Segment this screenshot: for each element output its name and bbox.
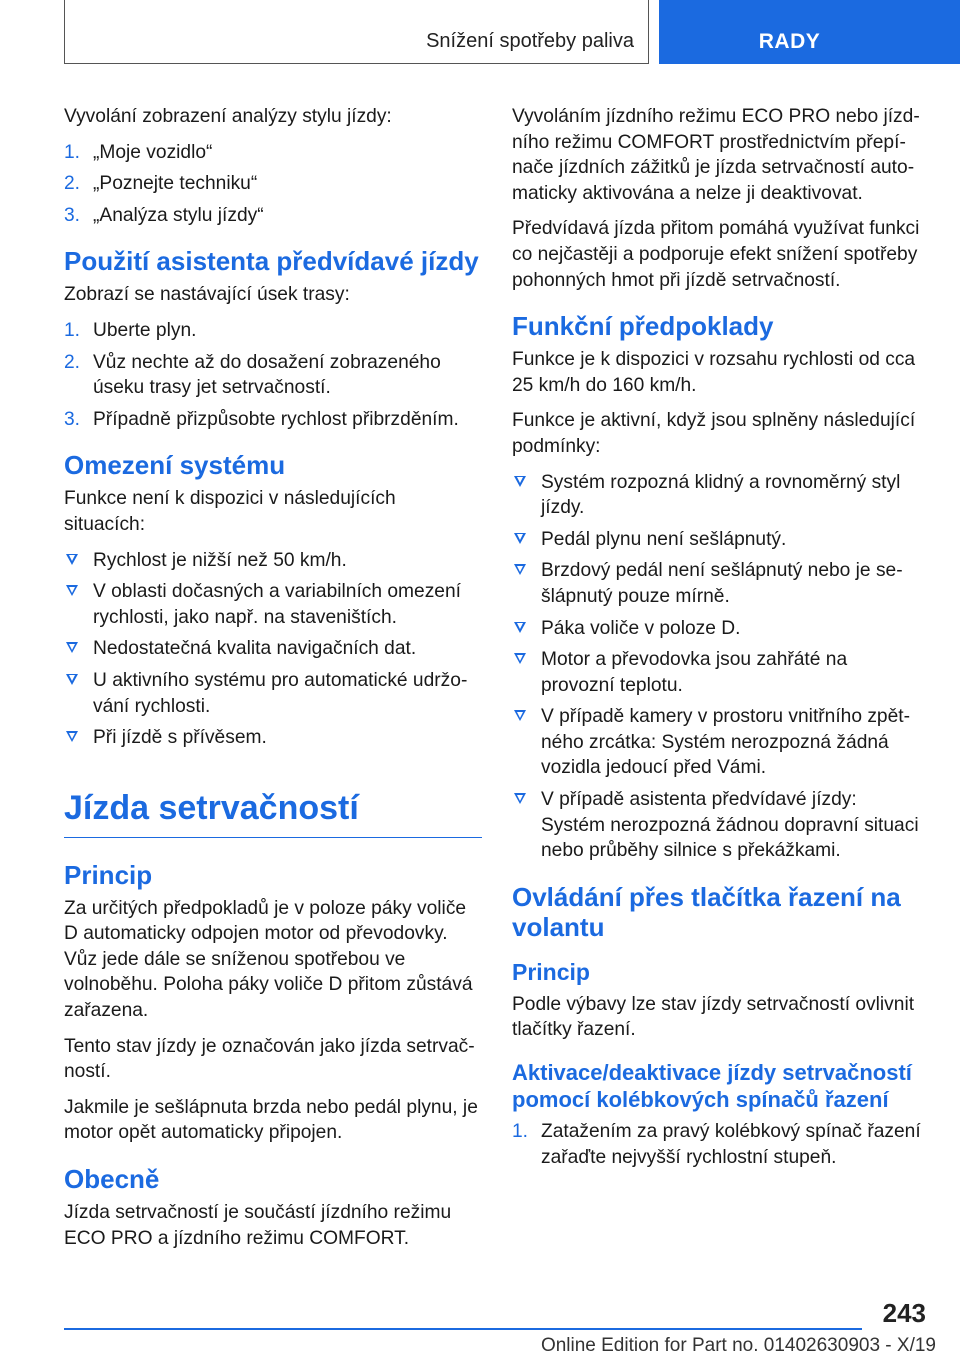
heading-princip-2: Princip	[512, 958, 590, 985]
step-number: 3.	[64, 408, 81, 430]
list-item-text: „Moje vozidlo“	[93, 141, 213, 163]
list-item	[512, 647, 922, 698]
bullet-triangle-icon	[514, 564, 526, 575]
list-item-text: Vůz nechte až do dosažení zobrazeného úseku trasy jet setrvačností.	[93, 351, 441, 399]
bullet-triangle-icon	[514, 533, 526, 544]
chapter-tab-label: RADY	[758, 30, 821, 53]
bullet-triangle-icon	[514, 622, 526, 633]
heading-princip: Princip	[64, 859, 153, 890]
heading-prerequisites: Funkční předpoklady	[512, 311, 774, 342]
list-item-text: Páka voliče v poloze D.	[541, 617, 741, 639]
prereq-paragraph-2: Funkce je aktivní, když jsou splněny následující podmínky:	[512, 410, 916, 457]
list-item	[512, 1119, 922, 1170]
list-item	[512, 527, 922, 553]
page-number: 243	[882, 1298, 926, 1328]
princip-paragraph-1: Za určitých předpokladů je v poloze páky voliče D automaticky odpojen motor od převodovky. Vůz jede dále se sníženou spotřebou ve volnoběhu. Poloha páky voliče D přitom zůstává zařazena.	[64, 897, 473, 1022]
heading-activate: Aktivace/deaktivace jízdy setrvačností pomocí kolébkových spínačů řazení	[512, 1060, 912, 1113]
footer-rule	[64, 1328, 862, 1330]
bullet-triangle-icon	[514, 653, 526, 664]
list-item	[512, 616, 922, 642]
list-item-text: Uberte plyn.	[93, 319, 197, 341]
header-box	[64, 0, 649, 64]
list-item	[512, 704, 922, 781]
limits-list	[64, 548, 482, 751]
footer-edition: Online Edition for Part no. 01402630903 - X/19	[540, 1335, 936, 1356]
heading-assist: Použití asistenta předvídavé jízdy	[64, 246, 479, 277]
list-item	[64, 725, 482, 751]
bullet-triangle-icon	[66, 642, 78, 653]
bullet-triangle-icon	[514, 710, 526, 721]
list-item	[64, 636, 482, 662]
list-item-text: Motor a převodovka jsou zahřáté na provozní teplotu.	[541, 649, 848, 696]
assist-steps-list	[64, 318, 482, 432]
menu-steps-list	[64, 140, 482, 229]
list-item	[64, 203, 482, 229]
list-item-text: V oblasti dočasných a variabilních omezení rychlosti, jako např. na staveništích.	[93, 581, 461, 628]
heading-general: Obecně	[64, 1164, 160, 1195]
prereq-paragraph-1: Funkce je k dispozici v rozsahu rychlosti od cca 25 km/h do 160 km/h.	[512, 349, 916, 396]
assist-intro: Zobrazí se nastávající úsek trasy:	[64, 284, 350, 306]
list-item	[64, 407, 482, 433]
step-number: 3.	[64, 204, 81, 226]
list-item-text: Zatažením za pravý kolébkový spínač řazení zařaďte nejvyšší rychlostní stupeň.	[541, 1121, 921, 1168]
bullet-triangle-icon	[66, 585, 78, 596]
right-paragraph-1: Vyvoláním jízdního režimu ECO PRO nebo jízdního režimu COMFORT prostřednictvím přepínače jízdních zážitků je jízda setrvačností automaticky aktivována a nelze ji deaktivovat.	[512, 106, 920, 204]
chapter-heading: Jízda setrvačností	[64, 785, 482, 838]
list-item	[512, 558, 922, 609]
step-number: 1.	[512, 1121, 529, 1143]
list-item	[512, 787, 922, 864]
chapter-tab	[659, 0, 960, 64]
right-column	[512, 104, 922, 1178]
activate-steps-list	[512, 1119, 922, 1170]
list-item	[64, 548, 482, 574]
list-item-text: Rychlost je nižší než 50 km/h.	[93, 549, 347, 571]
step-number: 2.	[64, 351, 81, 373]
list-item-text: Systém rozpozná klidný a rovnoměrný styl jízdy.	[541, 471, 901, 519]
list-item-text: „Poznejte techniku“	[93, 173, 258, 195]
left-column	[64, 104, 482, 1261]
list-item-text: Brzdový pedál není sešlápnutý nebo je sešlápnutý pouze mírně.	[541, 560, 903, 607]
general-paragraph: Jízda setrvačností je součástí jízdního režimu ECO PRO a jízdního režimu COMFORT.	[64, 1202, 452, 1249]
intro-text: Vyvolání zobrazení analýzy stylu jízdy:	[64, 106, 392, 127]
list-item	[64, 350, 482, 401]
list-item	[64, 579, 482, 630]
list-item	[512, 470, 922, 521]
princip2-paragraph: Podle výbavy lze stav jízdy setrvačností ovlivnit tlačítky řazení.	[512, 993, 915, 1041]
list-item-text: Nedostatečná kvalita navigačních dat.	[93, 638, 417, 660]
limits-intro: Funkce není k dispozici v následujících situacích:	[64, 488, 396, 535]
bullet-triangle-icon	[514, 793, 526, 804]
princip-paragraph-3: Jakmile je sešlápnuta brzda nebo pedál plynu, je motor opět automaticky připojen.	[64, 1096, 478, 1144]
section-title: Snížení spotřeby paliva	[426, 30, 634, 52]
step-number: 2.	[64, 173, 81, 195]
step-number: 1.	[64, 141, 81, 163]
list-item-text: U aktivního systému pro automatické udržování rychlosti.	[93, 669, 468, 717]
step-number: 1.	[64, 319, 81, 341]
bullet-triangle-icon	[66, 554, 78, 565]
list-item-text: „Analýza stylu jízdy“	[93, 204, 264, 226]
heading-limits: Omezení systému	[64, 450, 286, 481]
bullet-triangle-icon	[66, 674, 78, 685]
princip-paragraph-2: Tento stav jízdy je označován jako jízda setrvačností.	[64, 1035, 475, 1083]
list-item	[64, 140, 482, 166]
conditions-list	[512, 470, 922, 864]
list-item-text: Při jízdě s přívěsem.	[93, 727, 267, 749]
list-item	[64, 171, 482, 197]
bullet-triangle-icon	[66, 731, 78, 742]
list-item-text: V případě kamery v prostoru vnitřního zpětného zrcátka: Systém nerozpozná žádná vozidla jedoucí před Vámi.	[541, 706, 910, 779]
right-paragraph-2: Předvídavá jízda přitom pomáhá využívat funkci co nejčastěji a podporuje efekt snížení spotřeby pohonných hmot při jízdě setrvačností.	[512, 218, 920, 291]
bullet-triangle-icon	[514, 476, 526, 487]
list-item	[64, 318, 482, 344]
heading-paddles: Ovládání přes tlačítka řazení na volantu	[512, 881, 901, 942]
list-item-text: Pedál plynu není sešlápnutý.	[541, 528, 787, 550]
list-item	[64, 668, 482, 719]
list-item-text: Případně přizpůsobte rychlost přibrzděním.	[93, 408, 459, 430]
list-item-text: V případě asistenta předvídavé jízdy: Systém nerozpozná žádnou dopravní situaci nebo průběhy silnice s překážkami.	[541, 789, 919, 862]
